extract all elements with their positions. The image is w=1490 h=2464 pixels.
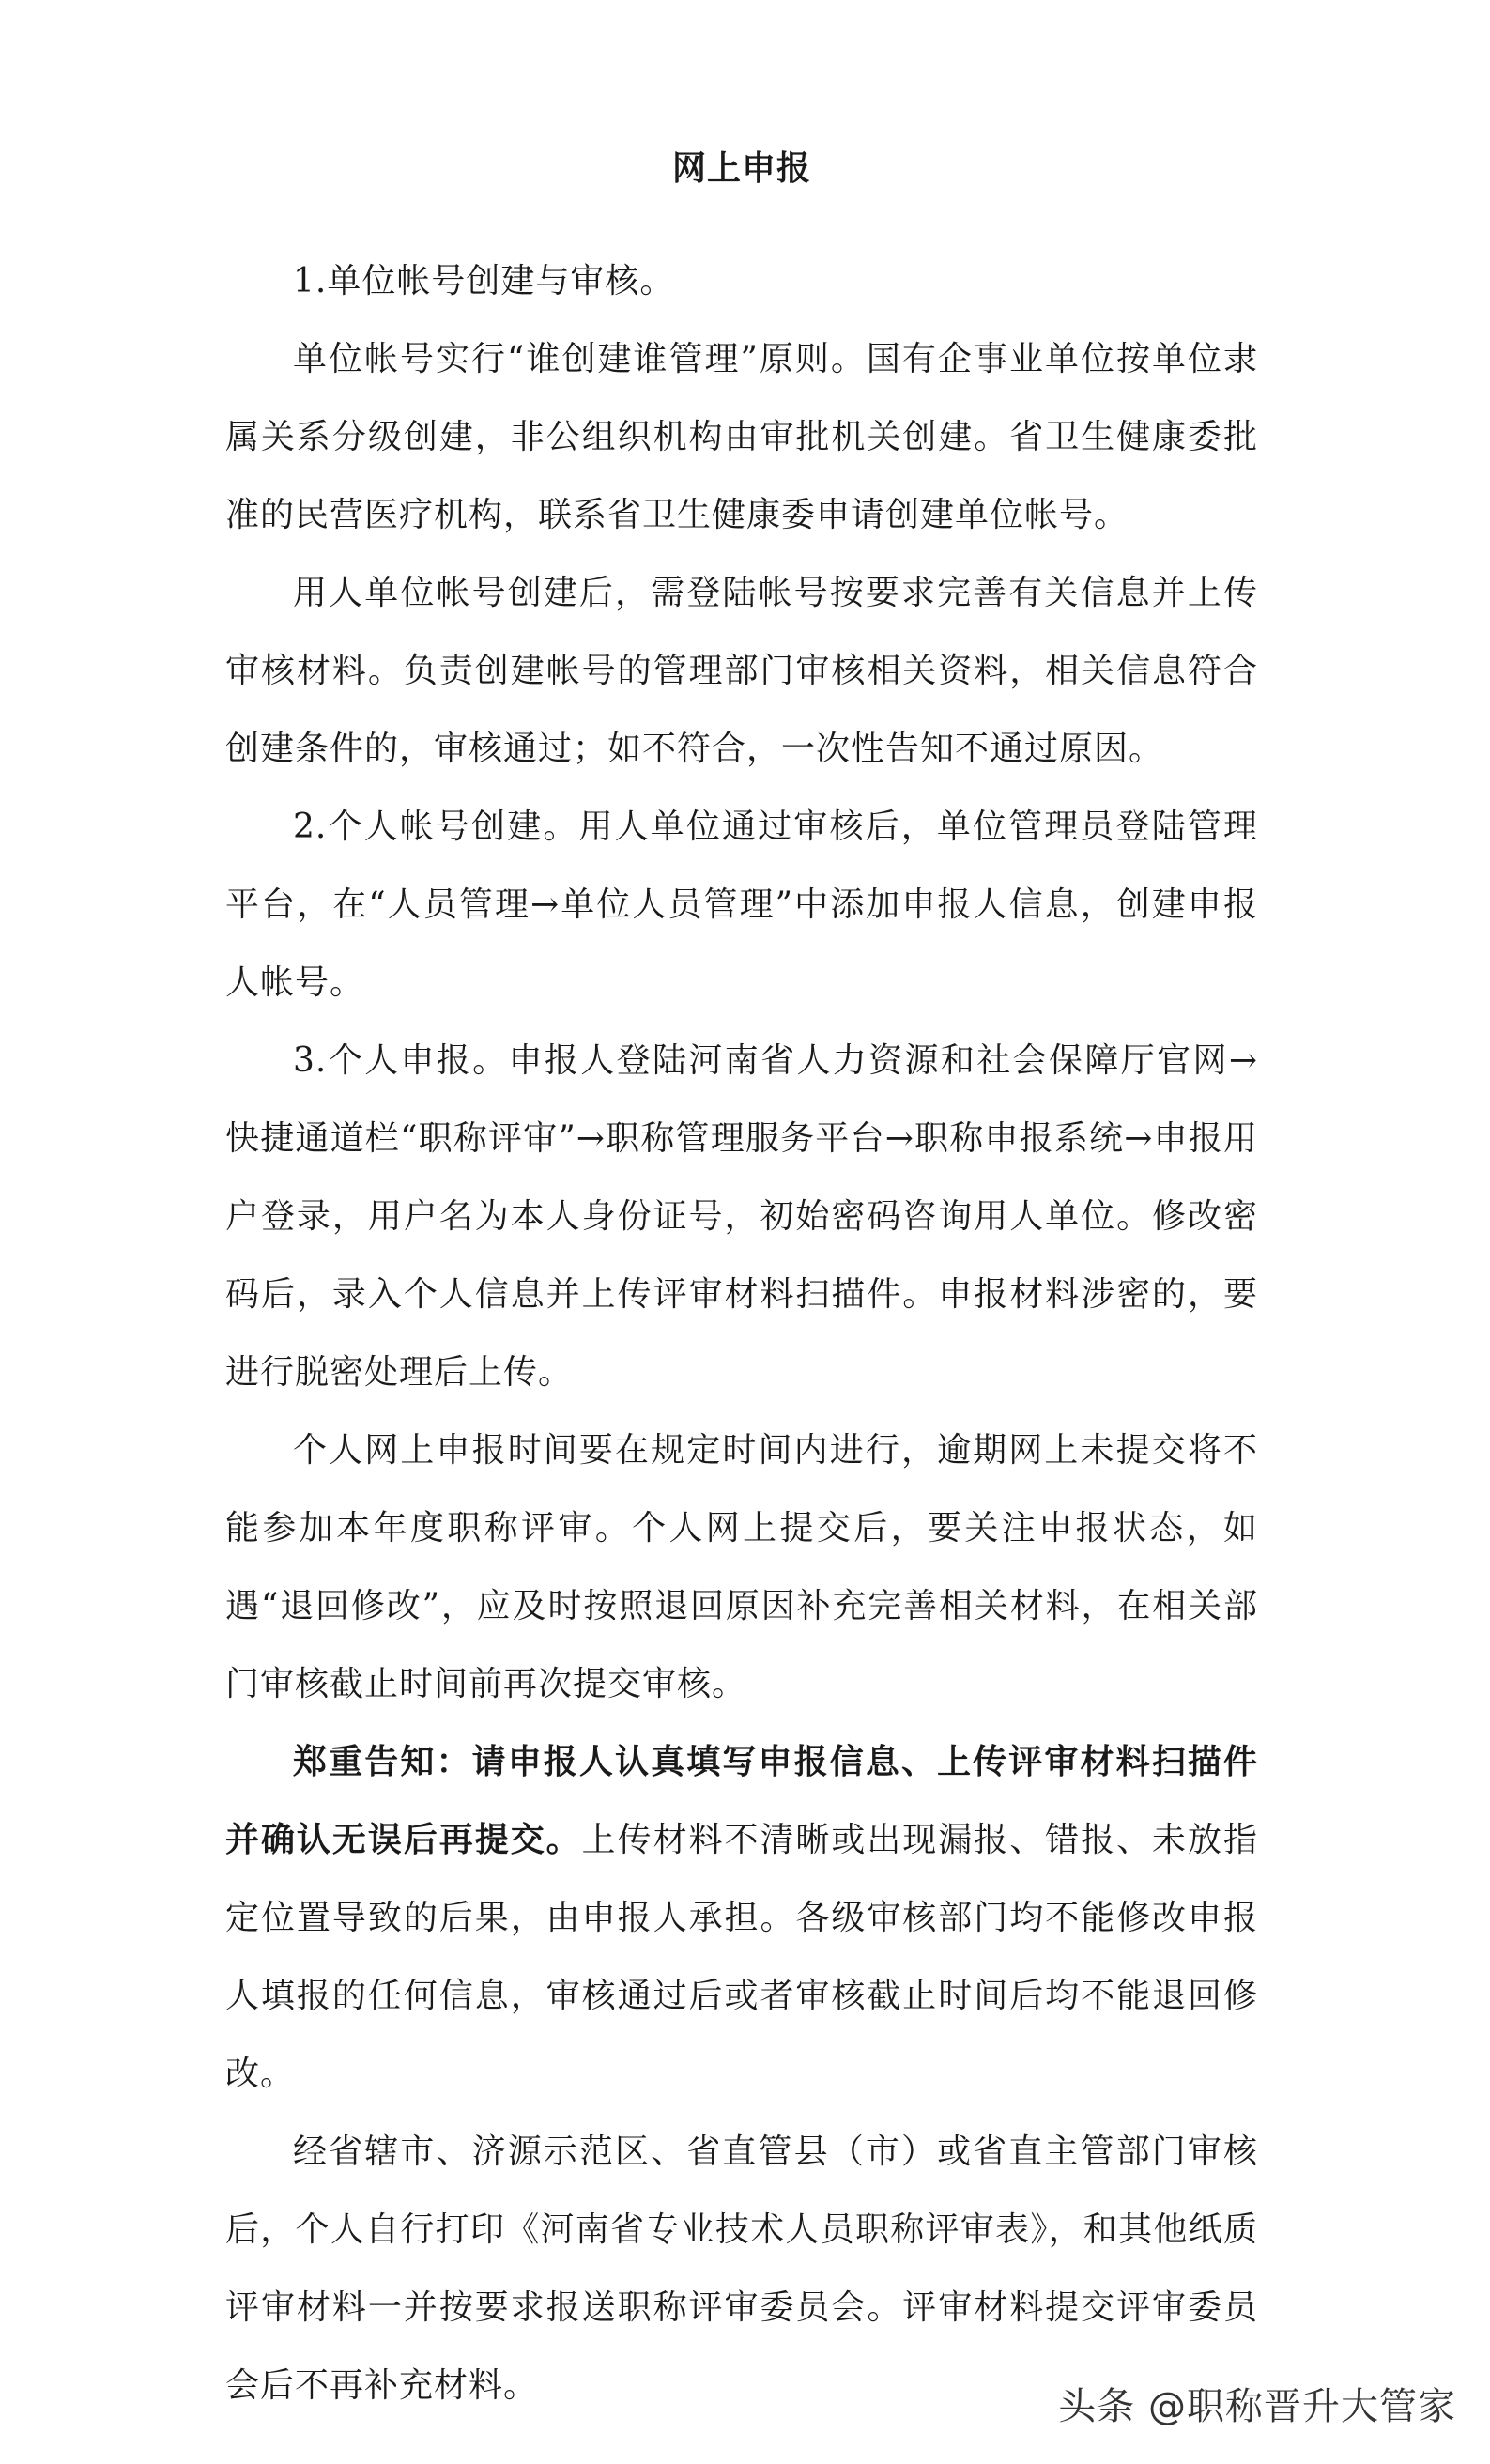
notice-bold-text: 郑重告知：请申报人认真填写申报信息、上传评审材料扫描件并确认无误后再提交。: [225, 1743, 1258, 1859]
paragraph-section-1: [225, 242, 1258, 320]
paragraph-section-2: [225, 788, 1258, 1022]
document-title: 网上申报: [671, 149, 811, 188]
watermark: 头条 @职称晋升大管家: [1058, 2385, 1456, 2428]
document-page: [225, 141, 1258, 2425]
paragraph-section-3: [225, 1022, 1258, 1411]
paragraph-text: 1.单位帐号创建与审核。: [293, 262, 675, 300]
paragraph-text: 个人网上申报时间要在规定时间内进行，逾期网上未提交将不能参加本年度职称评审。个人网上提交后，要关注申报状态，如遇“退回修改”，应及时按照退回原因补充完善相关材料，在相关部门审核截止时间前再次提交审核。: [225, 1431, 1258, 1703]
paragraph-text: 上传材料不清晰或出现漏报、错报、未放指定位置导致的后果，由申报人承担。各级审核部门均不能修改申报人填报的任何信息，审核通过后或者审核截止时间后均不能退回修改。: [225, 1821, 1258, 2093]
paragraph-online-deadline: [225, 1411, 1258, 1723]
paragraph-text: 经省辖市、济源示范区、省直管县（市）或省直主管部门审核后，个人自行打印《河南省专业技术人员职称评审表》，和其他纸质评审材料一并按要求报送职称评审委员会。评审材料提交评审委员会后不再补充材料。: [225, 2133, 1258, 2405]
paragraph-text: 3.个人申报。申报人登陆河南省人力资源和社会保障厅官网→快捷通道栏“职称评审”→职称管理服务平台→职称申报系统→申报用户登录，用户名为本人身份证号，初始密码咨询用人单位。修改密码后，录入个人信息并上传评审材料扫描件。申报材料涉密的，要进行脱密处理后上传。: [225, 1041, 1258, 1392]
paragraph-text: 用人单位帐号创建后，需登陆帐号按要求完善有关信息并上传审核材料。负责创建帐号的管理部门审核相关资料，相关信息符合创建条件的，审核通过；如不符合，一次性告知不通过原因。: [225, 574, 1258, 768]
paragraph-unit-account-principle: [225, 320, 1258, 554]
paragraph-unit-account-review: [225, 554, 1258, 788]
paragraph-text: 2.个人帐号创建。用人单位通过审核后，单位管理员登陆管理平台，在“人员管理→单位人员管理”中添加申报人信息，创建申报人帐号。: [225, 808, 1258, 1002]
paragraph-text: 单位帐号实行“谁创建谁管理”原则。国有企事业单位按单位隶属关系分级创建，非公组织机构由审批机关创建。省卫生健康委批准的民营医疗机构，联系省卫生健康委申请创建单位帐号。: [225, 340, 1258, 534]
paragraph-notice: [225, 1723, 1258, 2113]
